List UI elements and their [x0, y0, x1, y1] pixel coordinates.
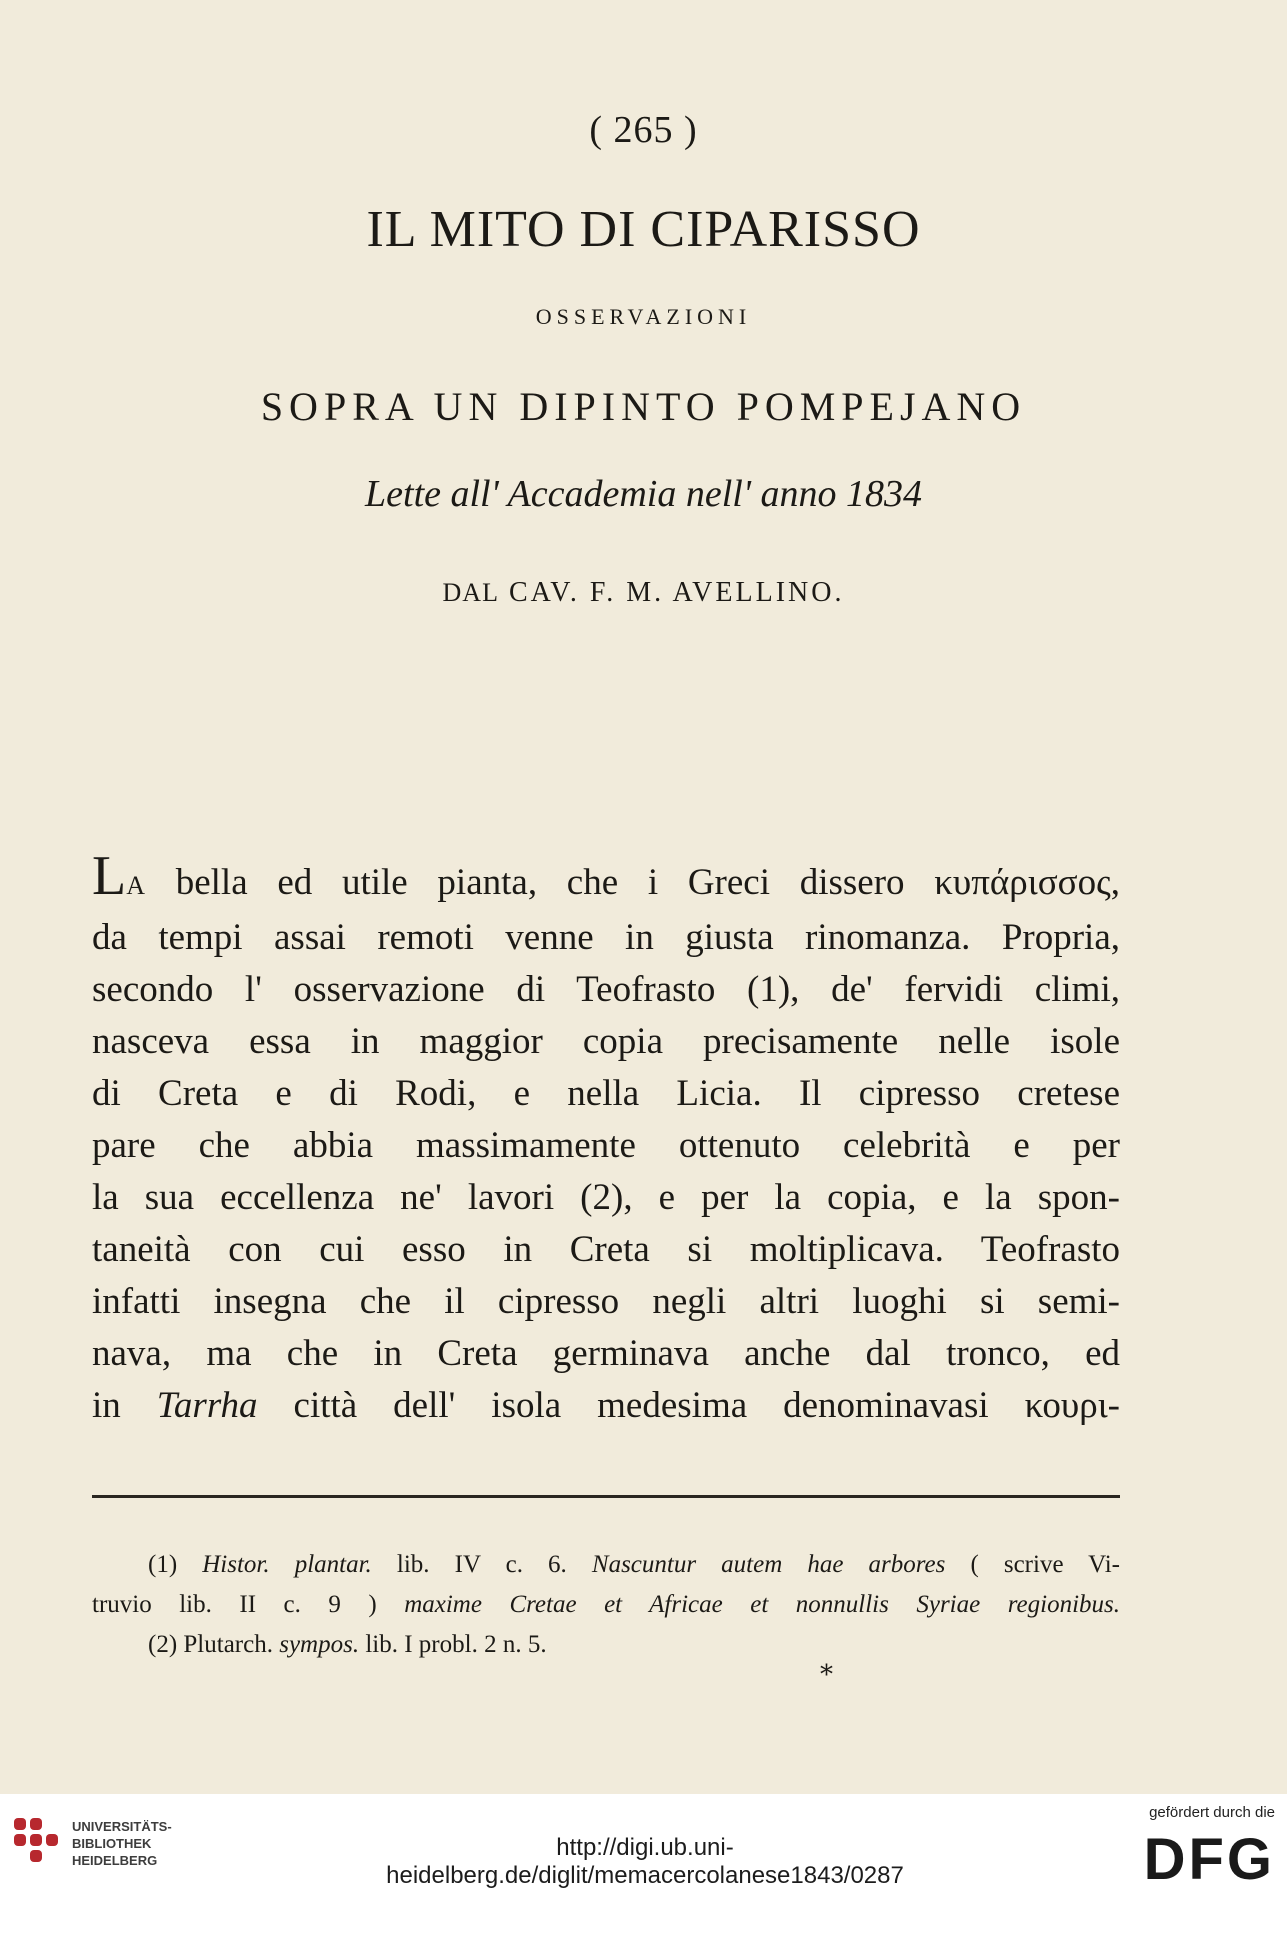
author-name: CAV. F. M. AVELLINO.: [508, 577, 845, 608]
article-heading: SOPRA UN DIPINTO POMPEJANO: [260, 384, 1027, 429]
body-line: secondo l' osservazione di Teofrasto (1), de' fervidi climi,: [92, 969, 1120, 1010]
article-subtitle: OSSERVAZIONI: [535, 304, 752, 329]
viewer-footer: [0, 1794, 1287, 1934]
footnote-1: (1) Histor. plantar. lib. IV c. 6. Nascuntur autem hae arbores ( scrive Vi-: [148, 1551, 1120, 1578]
author-line: [0, 577, 1287, 609]
reading-note: Lette all' Accademia nell' anno 1834: [365, 473, 922, 515]
library-name: UNIVERSITÄTS- BIBLIOTHEK HEIDELBERG: [72, 1819, 172, 1868]
body-line: nasceva essa in maggior copia precisamente nelle isole: [92, 1021, 1120, 1062]
signature-mark: *: [820, 1660, 833, 1690]
funding-note: gefördert durch die: [1149, 1804, 1275, 1821]
footnote-1-continued: truvio lib. II c. 9 ) maxime Cretae et Africae et nonnullis Syriae regionibus.: [92, 1591, 1120, 1618]
body-line: nava, ma che in Creta germinava anche dal tronco, ed: [92, 1333, 1120, 1374]
footnotes: [92, 1545, 1120, 1665]
body-line: infatti insegna che il cipresso negli altri luoghi si semi-: [92, 1281, 1120, 1322]
body-line: in Tarrha città dell' isola medesima denominavasi κουρι-: [92, 1385, 1120, 1426]
university-library-icon: [14, 1818, 58, 1878]
drop-cap: L: [92, 845, 127, 907]
place-name: Tarrha: [156, 1385, 258, 1426]
body-line: pare che abbia massimamente ottenuto celebrità e per: [92, 1125, 1120, 1166]
footnote-rule: [92, 1495, 1120, 1498]
body-line: taneità con cui esso in Creta si moltiplicava. Teofrasto: [92, 1229, 1120, 1270]
body-line: [92, 845, 1120, 912]
library-logo[interactable]: [14, 1818, 172, 1878]
author-prefix: DAL: [442, 578, 499, 607]
permalink-url[interactable]: http://digi.ub.uni-heidelberg.de/diglit/memacercolanese1843/0287: [386, 1834, 904, 1889]
body-line: da tempi assai remoti venne in giusta rinomanza. Propria,: [92, 917, 1120, 958]
article-title: IL MITO DI CIPARISSO: [366, 201, 921, 258]
body-text: [92, 845, 1120, 1432]
drop-cap-rest: A: [126, 871, 146, 900]
page-number: ( 265 ): [589, 109, 698, 151]
body-line: la sua eccellenza ne' lavori (2), e per la copia, e la spon-: [92, 1177, 1120, 1218]
body-line-text: bella ed utile pianta, che i Greci dissero κυπάρισσος,: [146, 862, 1120, 903]
dfg-logo[interactable]: DFG: [1143, 1827, 1275, 1892]
body-line: di Creta e di Rodi, e nella Licia. Il cipresso cretese: [92, 1073, 1120, 1114]
footnote-2: (2) Plutarch. sympos. lib. I probl. 2 n. 5.: [148, 1631, 547, 1658]
